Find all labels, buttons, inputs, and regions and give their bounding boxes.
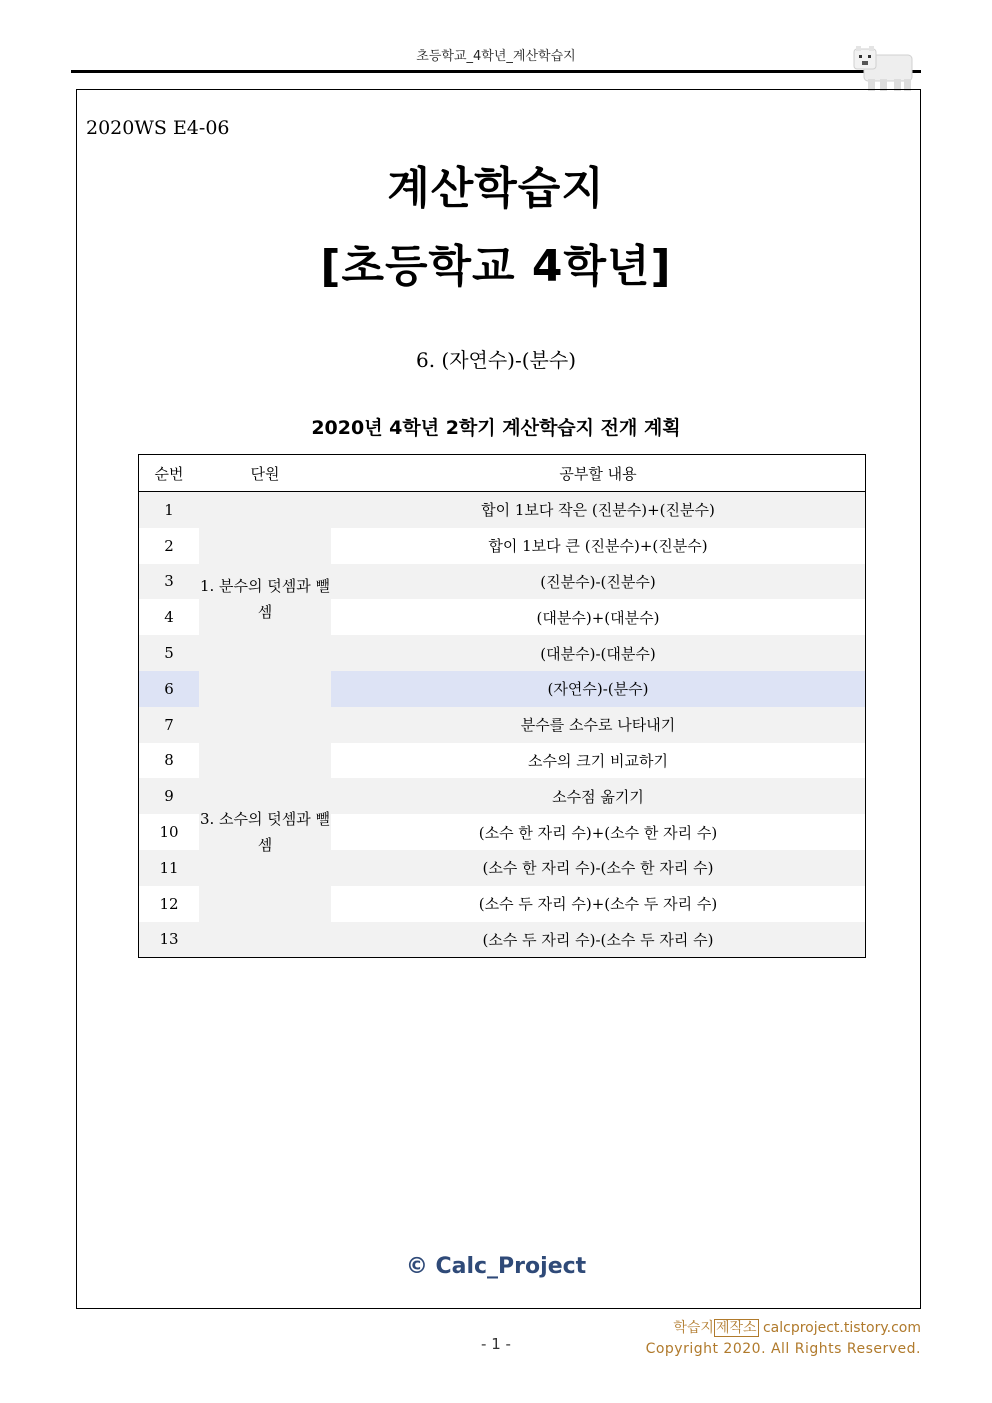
header-rule [71,70,921,73]
row-content: (소수 한 자리 수)-(소수 한 자리 수) [331,850,866,886]
footer-brand [673,1317,921,1337]
row-num: 7 [139,707,200,743]
unit-cell: 1. 분수의 덧셈과 뺄셈 [199,492,331,707]
row-content: (소수 두 자리 수)+(소수 두 자리 수) [478,895,718,914]
row-num: 11 [139,850,200,886]
row-content: 합이 1보다 큰 (진분수)+(진분수) [488,537,708,556]
header-unit: 단원 [199,455,331,492]
row-content: (대분수)-(대분수) [331,635,866,671]
brand-boxed: 제작소 [715,1320,757,1336]
worksheet-code: 2020WS E4-06 [86,117,230,139]
row-num: 3 [139,564,200,600]
row-num: 2 [164,536,174,555]
footer-rights: Copyright 2020. All Rights Reserved. [645,1341,921,1357]
row-content: 분수를 소수로 나타내기 [331,707,866,743]
table-row [139,492,866,528]
row-content: 소수의 크기 비교하기 [528,751,668,770]
row-content: (자연수)-(분수) [331,671,866,707]
row-num: 10 [159,823,179,842]
row-num: 9 [139,778,200,814]
row-num: 6 [139,671,200,707]
row-num: 1 [139,492,200,528]
table-row [139,707,866,743]
row-content: (소수 한 자리 수)+(소수 한 자리 수) [478,823,718,842]
doc-title: 계산학습지 [387,163,605,214]
row-content: 소수점 옮기기 [331,778,866,814]
row-num: 4 [164,608,174,627]
row-num: 5 [139,635,200,671]
plan-header-row [139,455,866,492]
doc-subtitle: 6. (자연수)-(분수) [415,348,576,372]
header-content: 공부할 내용 [331,455,866,492]
header-num: 순번 [139,455,200,492]
row-num: 12 [159,894,179,913]
row-num: 13 [139,922,200,958]
page-number: - 1 - [481,1335,511,1353]
doc-grade-title: [초등학교 4학년] [320,241,672,292]
site-link[interactable]: calcproject.tistory.com [762,1320,921,1336]
row-content: (진분수)-(진분수) [331,564,866,600]
row-content: (소수 두 자리 수)-(소수 두 자리 수) [331,922,866,958]
plan-table [138,454,866,958]
brand-prefix: 학습지 [673,1320,714,1336]
row-content: 합이 1보다 작은 (진분수)+(진분수) [331,492,866,528]
copyright-mark: © Calc_Project [405,1254,587,1279]
unit-cell: 3. 소수의 덧셈과 뺄셈 [199,707,331,958]
polar-bear-icon [850,45,916,95]
row-num: 8 [164,751,174,770]
row-content: (대분수)+(대분수) [536,608,660,627]
plan-title: 2020년 4학년 2학기 계산학습지 전개 계획 [311,417,681,439]
header-title: 초등학교_4학년_계산학습지 [416,49,576,64]
